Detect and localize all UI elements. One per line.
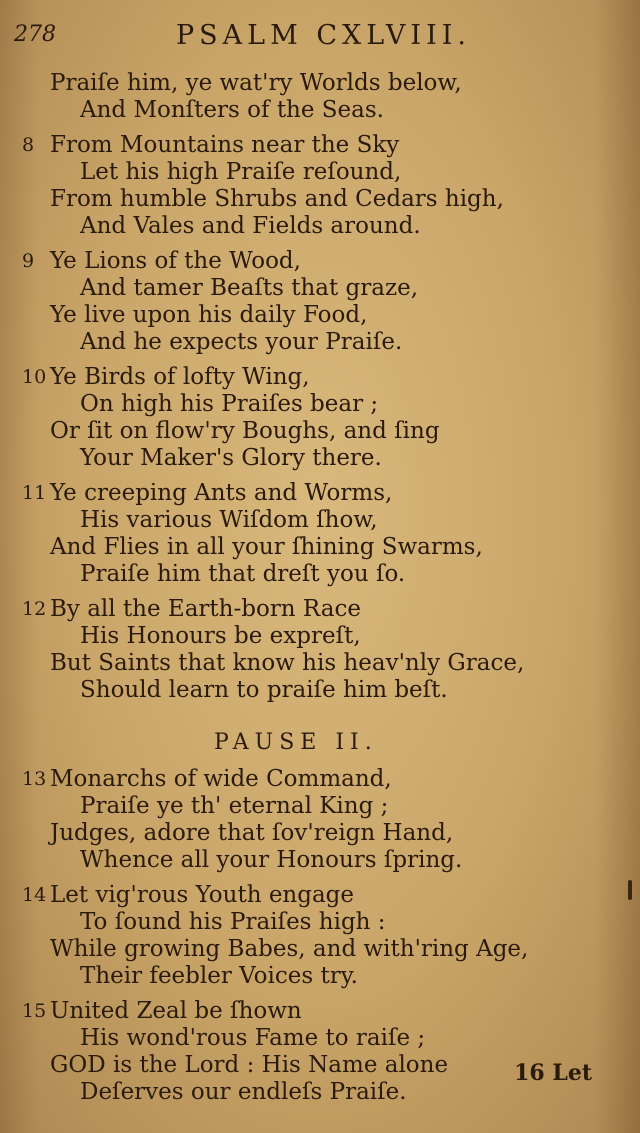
stanza-number: 15 xyxy=(22,1000,47,1022)
stanza-8 xyxy=(0,132,640,240)
page-header xyxy=(0,20,640,56)
stanza-10 xyxy=(0,364,640,472)
stanza-9 xyxy=(0,248,640,356)
stanza-12 xyxy=(0,596,640,704)
verse-line: His various Wiſdom ſhow, xyxy=(80,507,378,533)
verse-line: His wond'rous Fame to raiſe ; xyxy=(80,1025,426,1051)
stanza-14 xyxy=(0,882,640,990)
verse-line: From humble Shrubs and Cedars high, xyxy=(50,186,504,212)
verse-line: Ye Birds of lofty Wing, xyxy=(50,364,310,390)
stanza-number: 12 xyxy=(22,598,47,620)
verse-line: United Zeal be ſhown xyxy=(50,998,302,1024)
verse-line: And Flies in all your ſhining Swarms, xyxy=(50,534,483,560)
stanza-15 xyxy=(0,998,640,1106)
verse-line: Praiſe ye th' eternal King ; xyxy=(80,793,389,819)
stanza-number: 9 xyxy=(22,250,35,272)
verse-line: On high his Praiſes bear ; xyxy=(80,391,379,417)
page-number: 278 xyxy=(14,22,56,47)
stanza-13 xyxy=(0,766,640,874)
stanza-continued xyxy=(0,70,640,124)
verse-line: Ye live upon his daily Food, xyxy=(50,302,368,328)
verse-line: By all the Earth-born Race xyxy=(50,596,361,622)
verse-line: Deſerves our endleſs Praiſe. xyxy=(80,1079,407,1105)
verse-line: Let vig'rous Youth engage xyxy=(50,882,355,908)
verse-line: Whence all your Honours ſpring. xyxy=(80,847,463,873)
verse-line: Your Maker's Glory there. xyxy=(80,445,382,471)
verse-line: But Saints that know his heav'nly Grace, xyxy=(50,650,525,676)
verse-line: Their feebler Voices try. xyxy=(80,963,358,989)
psalm-text xyxy=(0,70,640,1114)
stanza-number: 13 xyxy=(22,768,47,790)
ink-mark xyxy=(628,880,632,900)
verse-line: Ye creeping Ants and Worms, xyxy=(50,480,393,506)
verse-line: And Monſters of the Seas. xyxy=(80,97,384,123)
stanza-number: 8 xyxy=(22,134,35,156)
verse-line: And Vales and Fields around. xyxy=(80,213,421,239)
verse-line: Or ſit on flow'ry Boughs, and ſing xyxy=(50,418,440,444)
stanza-number: 10 xyxy=(22,366,47,388)
verse-line: To ſound his Praiſes high : xyxy=(80,909,386,935)
stanza-11 xyxy=(0,480,640,588)
pause-heading: PAUSE II. xyxy=(214,730,378,755)
stanza-number: 11 xyxy=(22,482,47,504)
verse-line: Let his high Praiſe reſound, xyxy=(80,159,402,185)
verse-line: GOD is the Lord : His Name alone xyxy=(50,1052,449,1078)
verse-line: Judges, adore that ſov'reign Hand, xyxy=(50,820,454,846)
verse-line: And tamer Beaſts that graze, xyxy=(80,275,419,301)
running-title: PSALM CXLVIII. xyxy=(176,20,472,51)
verse-line: Praiſe him that dreſt you ſo. xyxy=(80,561,406,587)
verse-line: Should learn to praiſe him beſt. xyxy=(80,677,448,703)
verse-line: Ye Lions of the Wood, xyxy=(50,248,301,274)
verse-line: And he expects your Praiſe. xyxy=(80,329,403,355)
catchword: 16 Let xyxy=(514,1060,592,1086)
verse-line: His Honours be expreſt, xyxy=(80,623,361,649)
verse-line: Praiſe him, ye wat'ry Worlds below, xyxy=(50,70,462,96)
verse-line: Monarchs of wide Command, xyxy=(50,766,392,792)
stanza-number: 14 xyxy=(22,884,47,906)
verse-line: From Mountains near the Sky xyxy=(50,132,400,158)
verse-line: While growing Babes, and with'ring Age, xyxy=(50,936,529,962)
